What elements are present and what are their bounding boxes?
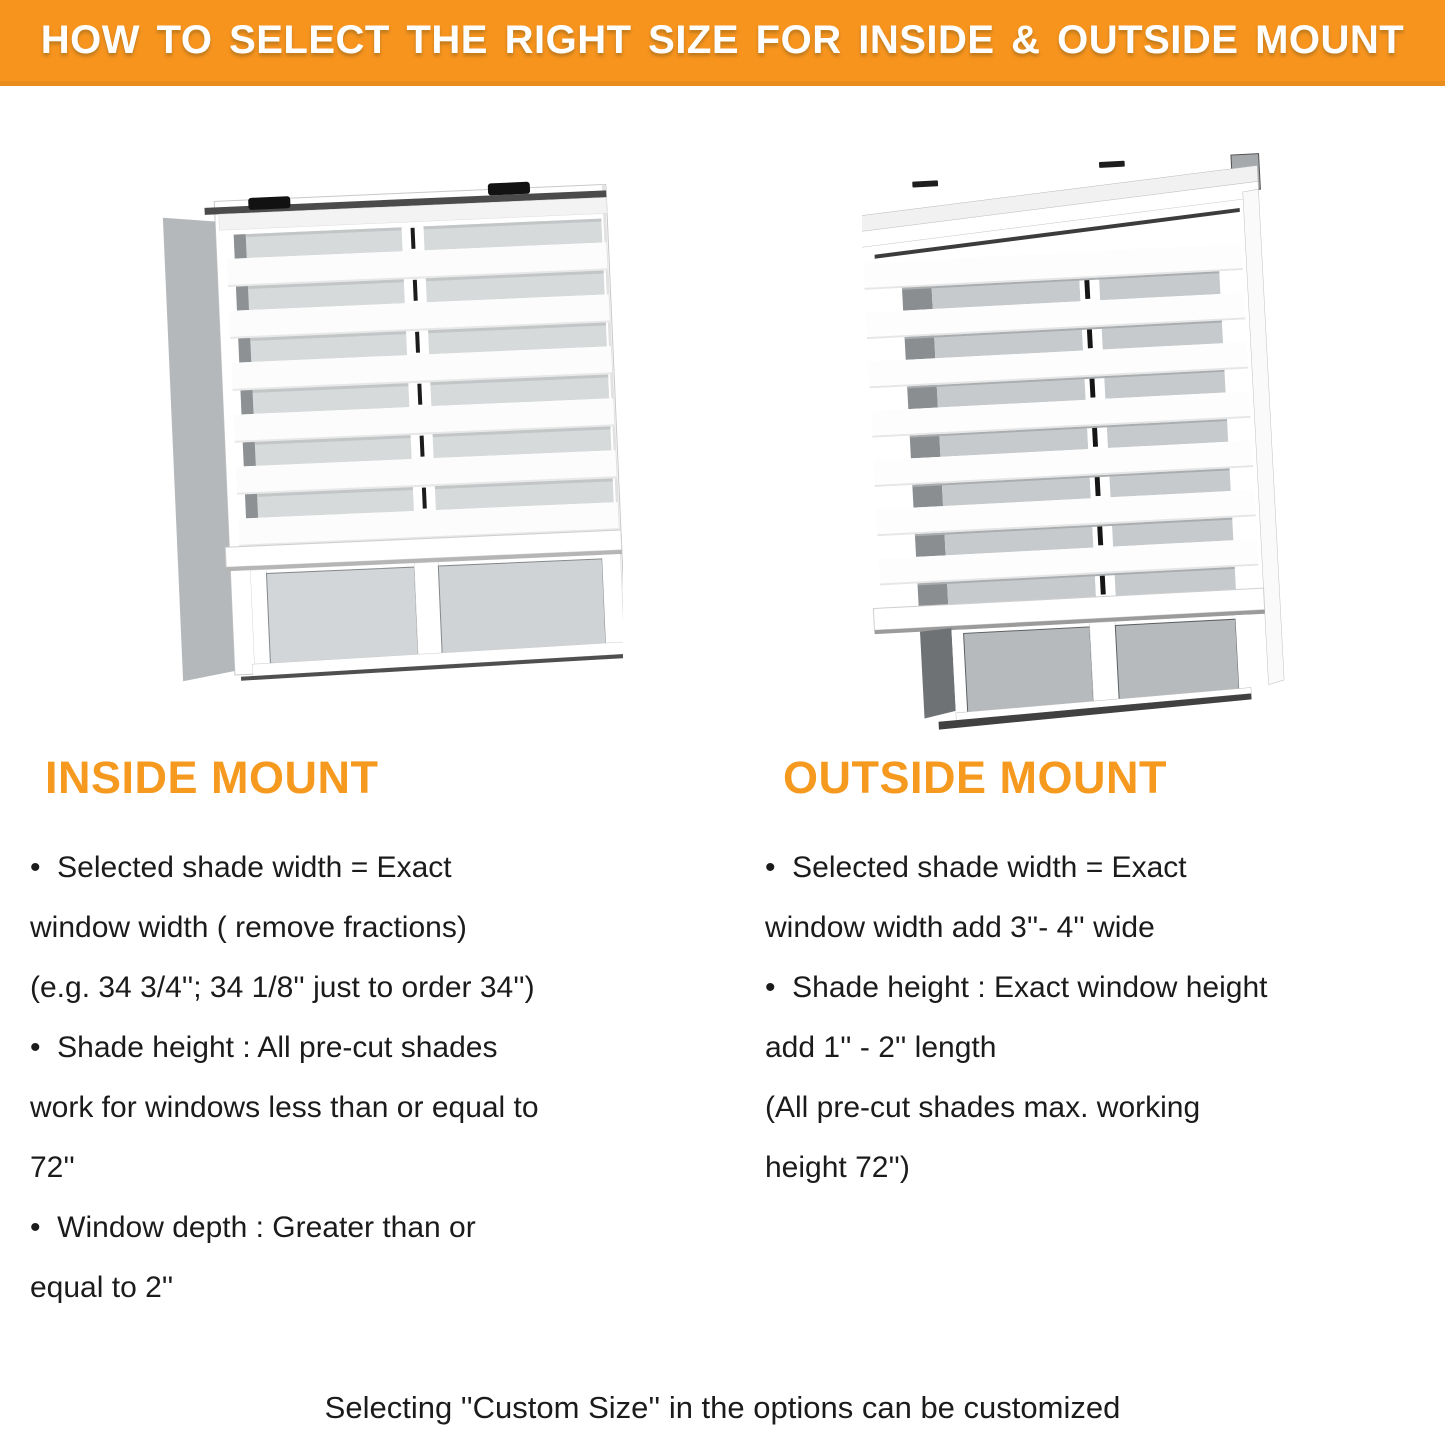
bullet-line: (e.g. 34 3/4''; 34 1/8'' just to order 34'') [30, 971, 535, 1004]
wall-screw-slot-left [912, 180, 938, 187]
bullet-line: window width add 3''- 4'' wide [765, 911, 1155, 944]
bullet-line: add 1'' - 2'' length [765, 1031, 997, 1064]
zebra-shade [226, 218, 619, 546]
inside-mount-window [162, 178, 623, 683]
bullet-line: height 72'') [765, 1151, 910, 1184]
bullet-line: • Selected shade width = Exact [30, 851, 452, 884]
bullet-line: • Shade height : All pre-cut shades [30, 1031, 498, 1064]
outside-mount-window [862, 154, 1287, 732]
bullet-line: work for windows less than or equal to [30, 1091, 539, 1124]
bullet-line: (All pre-cut shades max. working [765, 1091, 1201, 1124]
footer-note: Selecting ''Custom Size'' in the options can be customized [324, 1390, 1121, 1425]
zebra-shade [863, 243, 1259, 608]
wall-screw-slot-right [1099, 161, 1125, 168]
inside-mount-heading: INSIDE MOUNT [45, 752, 379, 803]
header-banner [0, 0, 1445, 86]
mounting-bracket-right [488, 182, 530, 196]
bullet-line: 72'' [30, 1151, 75, 1184]
bullet-line: • Window depth : Greater than or [30, 1211, 476, 1244]
valance-board [862, 166, 1261, 258]
outside-mount-heading: OUTSIDE MOUNT [783, 752, 1167, 803]
bullet-line: window width ( remove fractions) [30, 911, 467, 944]
mounting-bracket-left [248, 196, 290, 210]
inside-mount-illustration [158, 150, 623, 695]
bullet-line: equal to 2'' [30, 1271, 174, 1304]
outside-mount-illustration [862, 140, 1287, 732]
bullet-line: • Selected shade width = Exact [765, 851, 1187, 884]
inside-mount-bullets [30, 838, 710, 1318]
page-title: HOW TO SELECT THE RIGHT SIZE FOR INSIDE & OUTSIDE MOUNT [40, 18, 1405, 62]
outside-mount-bullets [765, 838, 1430, 1198]
bullet-line: • Shade height : Exact window height [765, 971, 1268, 1004]
